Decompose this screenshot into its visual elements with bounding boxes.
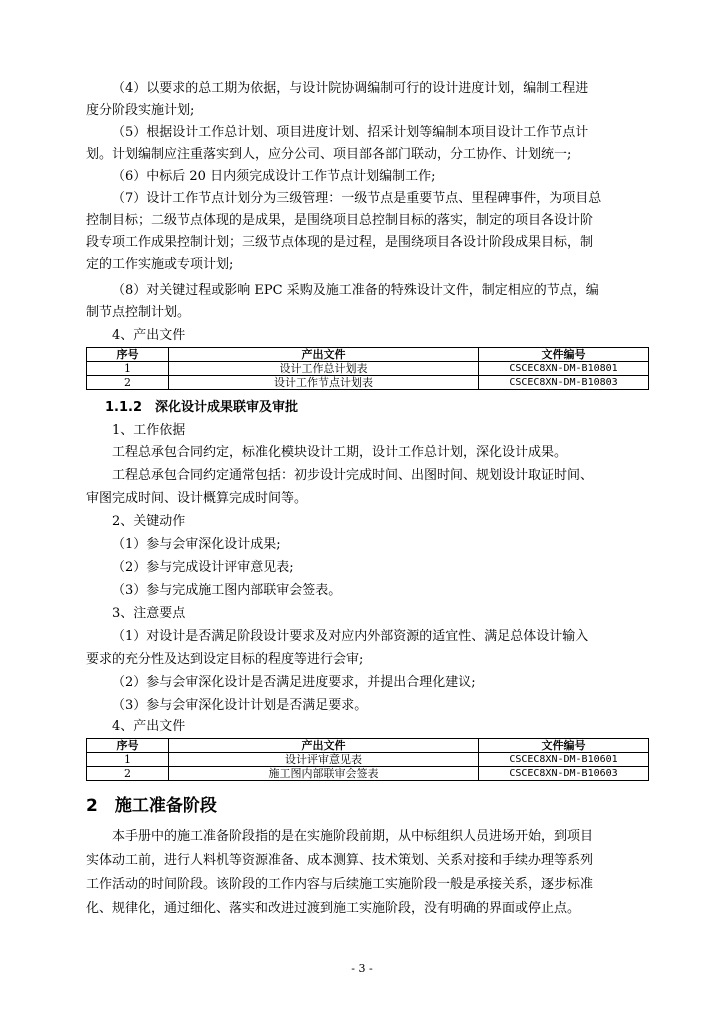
col-header-output-file: 产出文件 [169, 739, 479, 753]
cell-file-number: CSCEC8XN-DM-B10801 [479, 362, 649, 376]
item-5-line-1: （5）根据设计工作总计划、项目进度计划、招采计划等编制本项目设计工作节点计 [112, 125, 589, 140]
item-7-line-3: 段专项工作成果控制计划；三级节点体现的是过程，是围绕项目各设计阶段成果目标，制 [86, 235, 594, 250]
cell-output-file: 施工图内部联审会签表 [169, 767, 479, 781]
cell-index: 1 [87, 753, 169, 767]
notes-heading: 3、注意要点 [112, 606, 186, 621]
chapter-paragraph-line-1: 本手册中的施工准备阶段指的是在实施阶段前期，从中标组织人员进场开始，到项目 [112, 829, 594, 844]
item-7-line-1: （7）设计工作节点计划分为三级管理：一级节点是重要节点、里程碑事件，为项目总 [112, 191, 602, 206]
item-7-line-4: 定的工作实施或专项计划; [86, 257, 234, 272]
note-1-line-2: 要求的充分性及达到设定目标的程度等进行会审; [86, 652, 364, 667]
chapter-heading-2: 2 施工准备阶段 [86, 796, 217, 816]
table-row [87, 753, 649, 767]
col-header-index: 序号 [87, 348, 169, 362]
basis-paragraph-2-line-1: 工程总承包合同约定通常包括：初步设计完成时间、出图时间、规划设计取证时间、 [112, 468, 594, 483]
item-8-line-2: 制节点控制计划。 [86, 305, 191, 320]
cell-file-number: CSCEC8XN-DM-B10603 [479, 767, 649, 781]
action-1: （1）参与会审深化设计成果; [112, 537, 281, 552]
table-header-row [87, 739, 649, 753]
note-3: （3）参与会审深化设计计划是否满足要求。 [112, 698, 368, 713]
cell-output-file: 设计工作总计划表 [169, 362, 479, 376]
table-row [87, 767, 649, 781]
item-7-line-2: 控制目标；二级节点体现的是成果，是围绕项目总控制目标的落实，制定的项目各设计阶 [86, 213, 594, 228]
item-4-line-2: 度分阶段实施计划; [86, 103, 195, 118]
col-header-file-number: 文件编号 [479, 348, 649, 362]
page-number: - 3 - [351, 962, 373, 975]
cell-index: 2 [87, 767, 169, 781]
table-header-row [87, 348, 649, 362]
col-header-file-number: 文件编号 [479, 739, 649, 753]
table-row [87, 362, 649, 376]
output-files-table-2 [86, 738, 649, 781]
action-2: （2）参与完成设计评审意见表; [112, 560, 294, 575]
item-4-line-1: （4）以要求的总工期为依据，与设计院协调编制可行的设计进度计划，编制工程进 [112, 81, 589, 96]
cell-index: 2 [87, 376, 169, 390]
chapter-paragraph-line-4: 化、规律化，通过细化、落实和改进过渡到施工实施阶段，没有明确的界面或停止点。 [86, 901, 581, 916]
basis-paragraph-2-line-2: 审图完成时间、设计概算完成时间等。 [86, 491, 308, 506]
cell-file-number: CSCEC8XN-DM-B10803 [479, 376, 649, 390]
note-1-line-1: （1）对设计是否满足阶段设计要求及对应内外部资源的适宜性、满足总体设计输入 [112, 629, 589, 644]
output-files-table [86, 347, 649, 390]
basis-paragraph-1: 工程总承包合同约定，标准化模块设计工期，设计工作总计划，深化设计成果。 [112, 445, 568, 460]
section-heading-1-1-2: 1.1.2 深化设计成果联审及审批 [105, 400, 299, 415]
item-8-line-1: （8）对关键过程或影响 EPC 采购及施工准备的特殊设计文件，制定相应的节点，编 [112, 283, 599, 298]
actions-heading: 2、关键动作 [112, 514, 186, 529]
cell-index: 1 [87, 362, 169, 376]
output-files-heading: 4、产出文件 [112, 328, 186, 343]
col-header-index: 序号 [87, 739, 169, 753]
cell-output-file: 设计评审意见表 [169, 753, 479, 767]
action-3: （3）参与完成施工图内部联审会签表。 [112, 583, 342, 598]
chapter-paragraph-line-2: 实体动工前，进行人料机等资源准备、成本测算、技术策划、关系对接和手续办理等系列 [86, 853, 594, 868]
note-2: （2）参与会审深化设计是否满足进度要求，并提出合理化建议; [112, 675, 476, 690]
cell-output-file: 设计工作节点计划表 [169, 376, 479, 390]
table-row [87, 376, 649, 390]
chapter-paragraph-line-3: 工作活动的时间阶段。该阶段的工作内容与后续施工实施阶段一般是承接关系，逐步标准 [86, 877, 594, 892]
item-5-line-2: 划。计划编制应注重落实到人，应分公司、项目部各部门联动，分工协作、计划统一; [86, 147, 572, 162]
basis-heading: 1、工作依据 [112, 423, 186, 438]
col-header-output-file: 产出文件 [169, 348, 479, 362]
cell-file-number: CSCEC8XN-DM-B10601 [479, 753, 649, 767]
item-6: （6）中标后 20 日内须完成设计工作节点计划编制工作; [112, 169, 436, 184]
output-files-heading-2: 4、产出文件 [112, 719, 186, 734]
